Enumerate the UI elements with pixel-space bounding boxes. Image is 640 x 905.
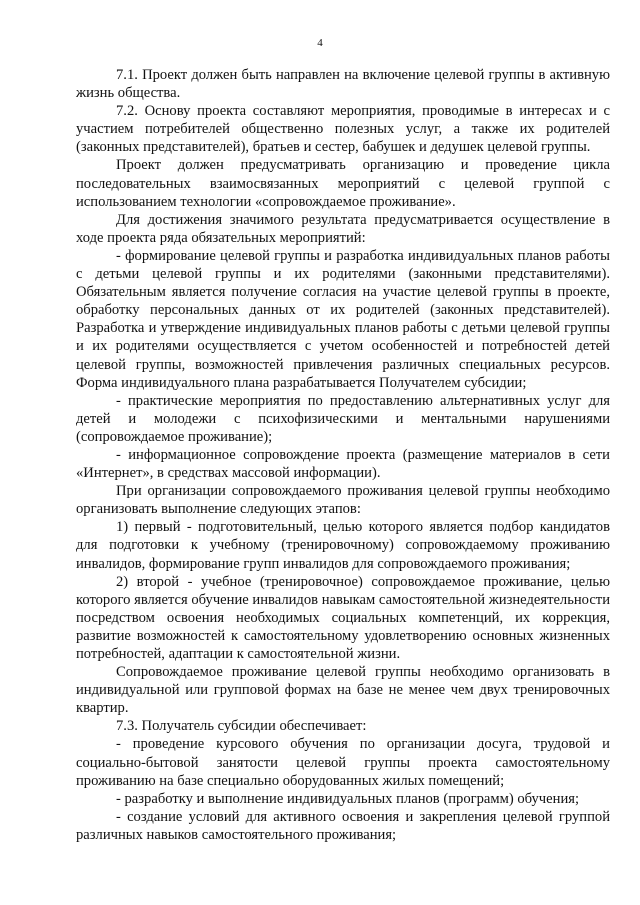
list-item-practical-activities: - практические мероприятия по предоставлению альтернативных услуг для детей и молодежи с психофизическими и ментальными нарушениями (сопровождаемое проживание); (76, 392, 610, 445)
list-item-stage-1: 1) первый - подготовительный, целью которого является подбор кандидатов для подготовки к учебному (тренировочному) сопровождаемому проживанию инвалидов, формирование групп инвалидов для сопровождаемого проживания; (76, 519, 610, 572)
list-item-conditions: - создание условий для активного освоения и закрепления целевой группой различных навыков самостоятельного проживания; (76, 808, 610, 843)
list-item-stage-2: 2) второй - учебное (тренировочное) сопровождаемое проживание, целью которого является обучение инвалидов навыкам самостоятельной жизнедеятельности посредством освоения необходимых социальных компетенций, их коррекция, развитие возможностей к самостоятельному удовлетворению основных жизненных потребностей, адаптации к самостоятельной жизни. (76, 573, 610, 662)
paragraph-7-3: 7.3. Получатель субсидии обеспечивает: (116, 718, 367, 735)
paragraph-mandatory-activities: Для достижения значимого результата предусматривается осуществление в ходе проекта ряда обязательных мероприятий: (76, 211, 610, 246)
paragraph-forms-of-living: Сопровождаемое проживание целевой группы необходимо организовать в индивидуальной или групповой формах на базе не менее чем двух тренировочных квартир. (76, 664, 610, 717)
list-item-target-group-formation: - формирование целевой группы и разработка индивидуальных планов работы с детьми целевой группы и их родителями (законными представителями). Обязательным является получение согласия на участие целевой группы в проекте, обработку персональных данных от их родителей (законных представителей). Разработка и утверждение индивидуальных планов работы с детьми целевой группы и их родителями осуществляется с учетом особенностей и потребностей детей целевой группы, возможностей привлечения различных специальных ресурсов. Форма индивидуального плана разрабатывается Получателем субсидии; (76, 247, 610, 391)
list-item-information-support: - информационное сопровождение проекта (размещение материалов в сети «Интернет», в средствах массовой информации). (76, 446, 610, 482)
page-number: 4 (317, 37, 323, 49)
paragraph-project-cycle: Проект должен предусматривать организацию и проведение цикла последовательных взаимосвязанных мероприятий с целевой группой с использованием технологии «сопровождаемое проживание». (76, 157, 610, 210)
paragraph-7-1: 7.1. Проект должен быть направлен на включение целевой группы в активную жизнь общества. (76, 67, 610, 102)
list-item-individual-plans: - разработку и выполнение индивидуальных планов (программ) обучения; (116, 790, 580, 807)
document-body (76, 66, 610, 844)
paragraph-stages-intro: При организации сопровождаемого проживания целевой группы необходимо организовать выполнение следующих этапов: (76, 483, 610, 518)
list-item-course-training: - проведение курсового обучения по организации досуга, трудовой и социально-бытовой занятости целевой группы проекта самостоятельному проживанию на базе специально оборудованных жилых помещений; (76, 736, 610, 789)
paragraph-7-2: 7.2. Основу проекта составляют мероприятия, проводимые в интересах и с участием потребителей общественно полезных услуг, а также их родителей (законных представителей), братьев и сестер, бабушек и дедушек целевой группы. (76, 103, 610, 156)
